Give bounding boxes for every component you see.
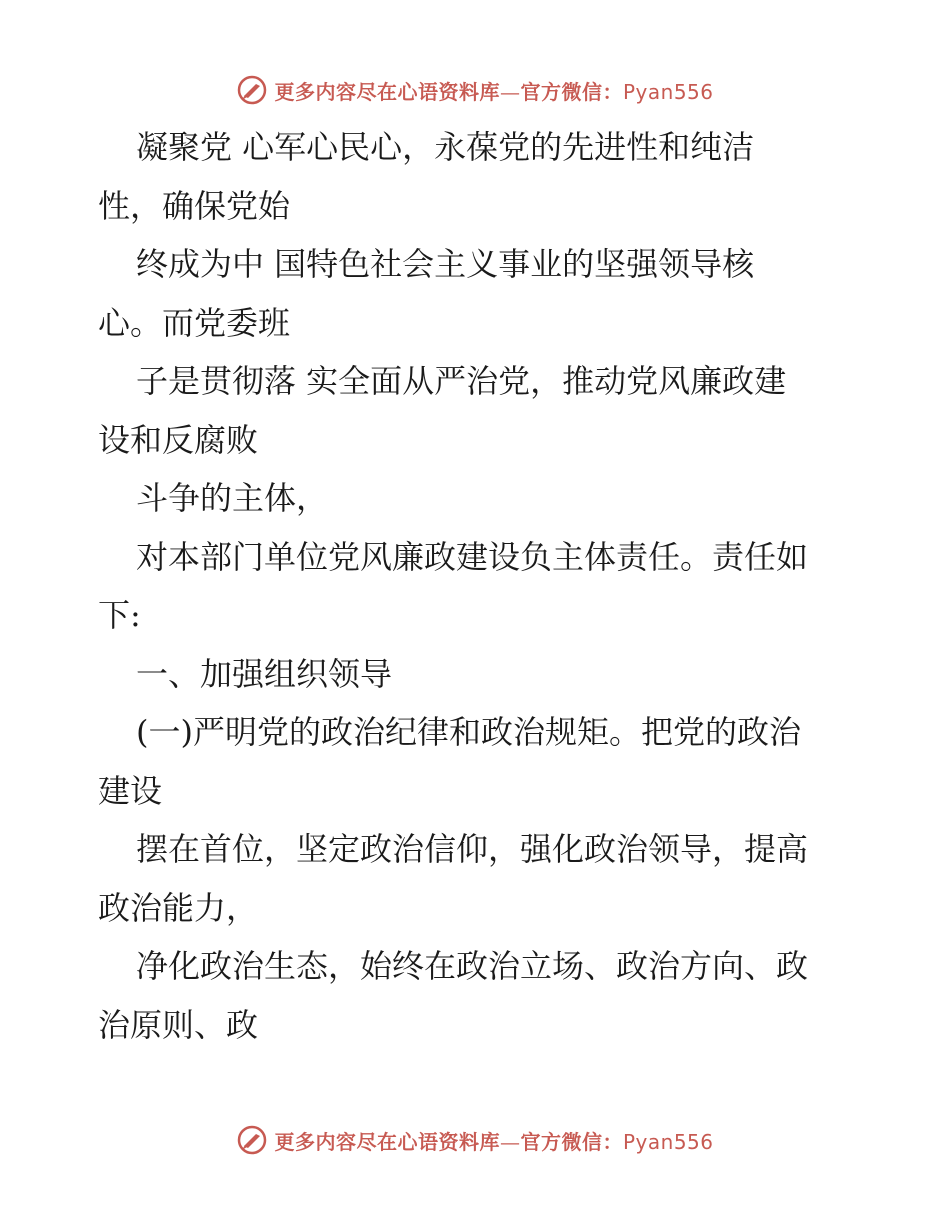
header-banner <box>0 70 950 110</box>
paragraph-line: 子是贯彻落 实全面从严治党，推动党风廉政建 <box>136 362 787 400</box>
footer-banner <box>0 1120 950 1160</box>
header-banner-title: 更多内容尽在心语资料库 <box>274 79 500 104</box>
paragraph-line: 性，确保党始 <box>98 186 291 225</box>
paragraph-line: 治原则、政 <box>98 1005 259 1044</box>
paragraph-line: 建设 <box>98 771 163 810</box>
pen-logo-icon <box>236 74 268 106</box>
pen-logo-icon <box>236 1124 268 1156</box>
paragraph-line: 摆在首位，坚定政治信仰，强化政治领导，提高 <box>136 830 809 868</box>
paragraph-line: 政治能力， <box>98 888 259 927</box>
footer-wechat-label: 官方微信： <box>520 1129 623 1154</box>
document-body <box>98 118 858 1054</box>
header-wechat-id: Pyan556 <box>622 79 714 104</box>
paragraph-line: 下: <box>98 596 141 634</box>
paragraph-line: 对本部门单位党风廉政建设负主体责任。责任如 <box>136 537 809 576</box>
header-banner-dash: — <box>499 79 521 104</box>
footer-wechat-id: Pyan556 <box>622 1129 714 1154</box>
paragraph-line: 终成为中 国特色社会主义事业的坚强领导核 <box>136 245 755 283</box>
paragraph-line: 净化政治生态，始终在政治立场、政治方向、政 <box>136 947 809 985</box>
header-wechat-label: 官方微信： <box>520 79 623 104</box>
footer-banner-text <box>274 1126 713 1155</box>
paragraph-line: 设和反腐败 <box>98 420 259 459</box>
paragraph-line: 一、加强组织领导 <box>136 654 393 693</box>
footer-banner-dash: — <box>499 1129 521 1154</box>
paragraph-line: 凝聚党 心军心民心，永葆党的先进性和纯洁 <box>136 128 755 166</box>
paragraph-line: (一)严明党的政治纪律和政治规矩。把党的政治 <box>136 713 801 751</box>
paragraph-line: 斗争的主体， <box>136 479 329 517</box>
header-banner-text <box>274 76 713 105</box>
footer-banner-title: 更多内容尽在心语资料库 <box>274 1129 500 1154</box>
paragraph-line: 心。而党委班 <box>98 303 291 342</box>
